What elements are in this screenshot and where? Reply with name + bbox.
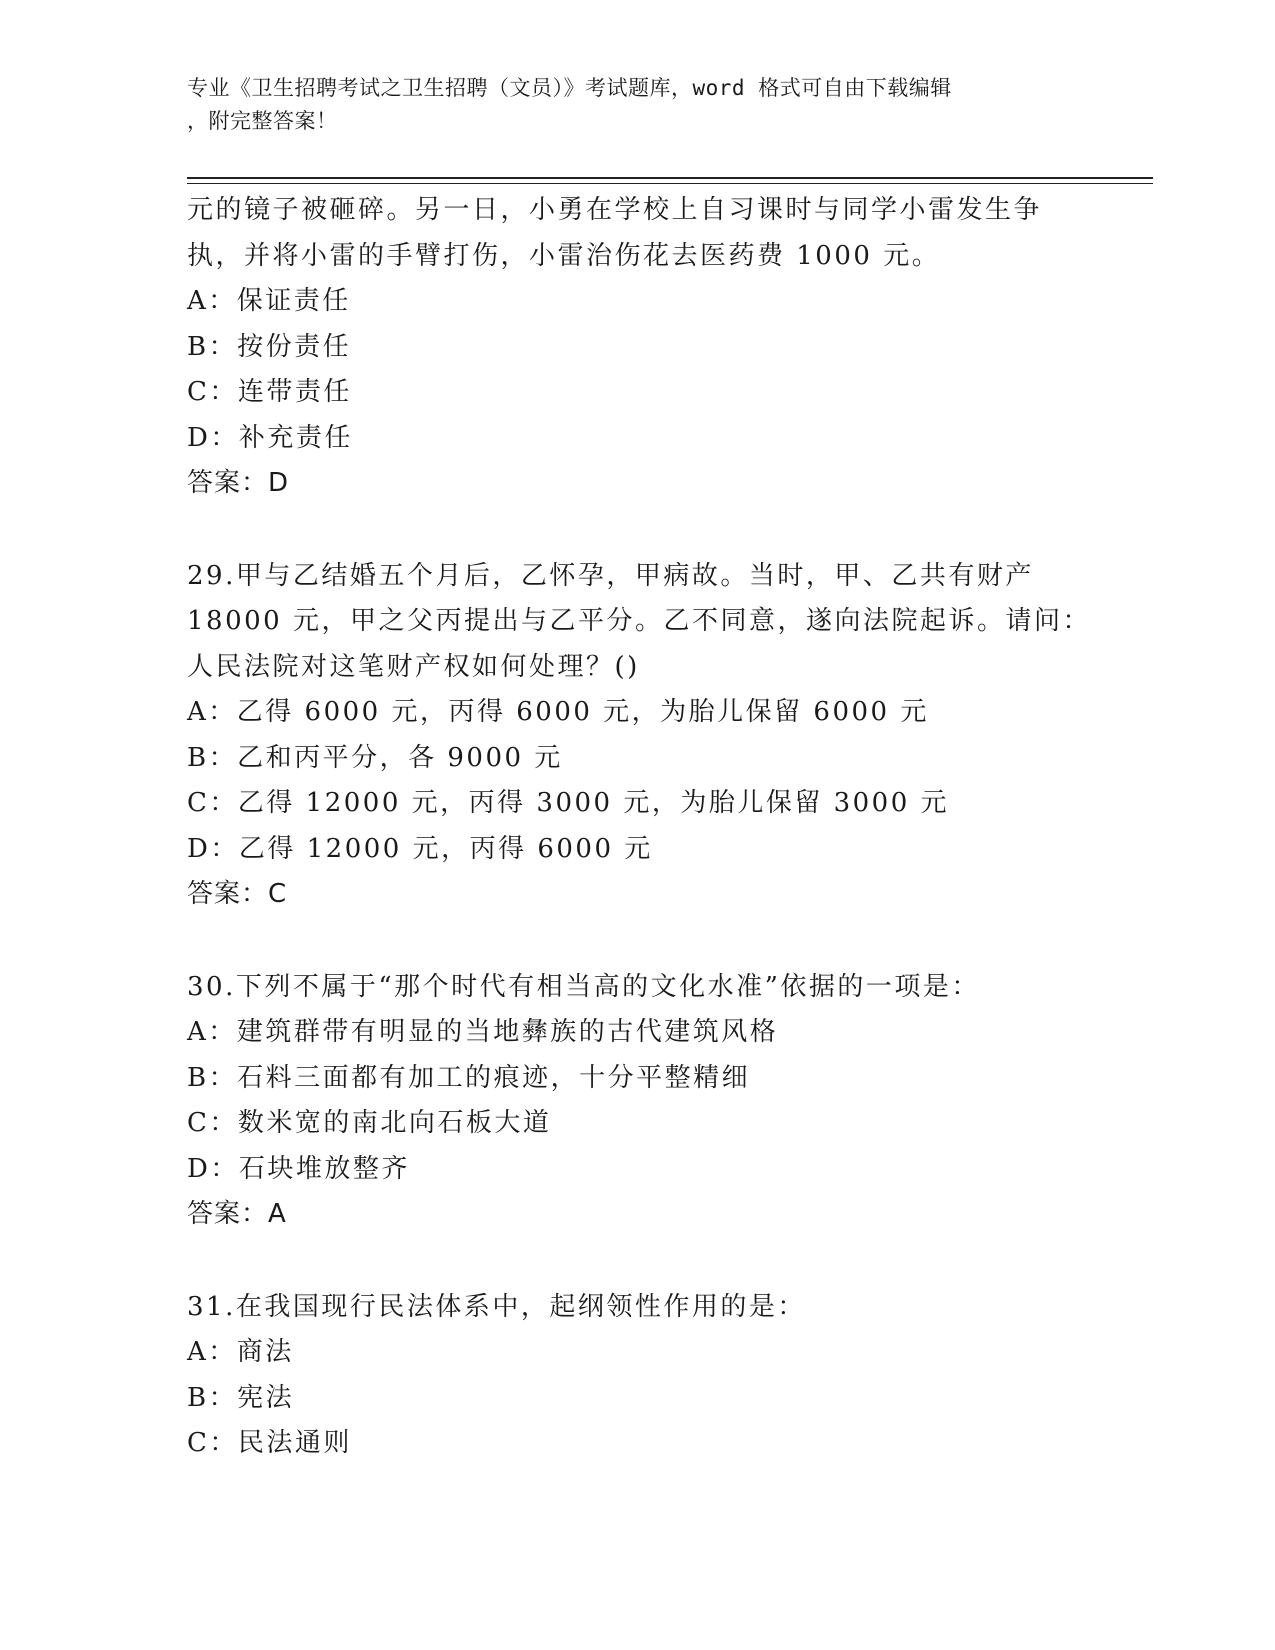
option-a: A：保证责任 (187, 286, 351, 316)
question-30 (187, 965, 1087, 1238)
question-text: 18000 元，甲之父丙提出与乙平分。乙不同意，遂向法院起诉。请问： (187, 606, 1091, 636)
option-d: D：补充责任 (187, 422, 353, 453)
spacer (187, 918, 1087, 965)
page-header (187, 72, 1087, 138)
question-29 (187, 554, 1091, 918)
question-text: 人民法院对这笔财产权如何处理？() (187, 651, 640, 682)
header-line-2: ，附完整答案！ (187, 109, 338, 133)
question-text: 30.下列不属于“那个时代有相当高的文化水准”依据的一项是： (187, 971, 980, 1002)
question-28 (187, 188, 1087, 507)
option-c: C：乙得 12000 元，丙得 3000 元，为胎儿保留 3000 元 (187, 788, 950, 818)
spacer (187, 507, 1087, 554)
answer: 答案：C (187, 879, 288, 909)
option-a: A：商法 (187, 1337, 294, 1367)
question-text: 执，并将小雷的手臂打伤，小雷治伤花去医药费 1000 元。 (187, 240, 941, 271)
header-line-1: 专业《卫生招聘考试之卫生招聘（文员）》考试题库，word 格式可自由下载编辑 (187, 76, 952, 100)
option-b: B：按份责任 (187, 331, 352, 362)
question-text: 元的镜子被砸碎。另一日，小勇在学校上自习课时与同学小雷发生争 (187, 195, 1043, 225)
spacer (187, 1238, 1087, 1285)
answer: 答案：A (187, 1199, 287, 1229)
option-b: B：宪法 (187, 1382, 295, 1413)
header-rule-thin (187, 183, 1153, 184)
header-rule-thick (187, 177, 1153, 179)
question-text: 29.甲与乙结婚五个月后，乙怀孕，甲病故。当时，甲、乙共有财产 (187, 560, 1034, 591)
option-b: B：乙和丙平分，各 9000 元 (187, 742, 563, 773)
question-list (187, 188, 1091, 1467)
option-a: A：建筑群带有明显的当地彝族的古代建筑风格 (187, 1017, 779, 1047)
option-d: D：乙得 12000 元，丙得 6000 元 (187, 833, 653, 864)
option-b: B：石料三面都有加工的痕迹，十分平整精细 (187, 1062, 751, 1093)
question-text: 31.在我国现行民法体系中，起纲领性作用的是： (187, 1291, 806, 1322)
question-31 (187, 1285, 1087, 1467)
option-c: C：连带责任 (187, 377, 352, 407)
option-c: C：数米宽的南北向石板大道 (187, 1108, 552, 1138)
answer: 答案：D (187, 468, 290, 498)
option-d: D：石块堆放整齐 (187, 1153, 410, 1184)
option-a: A：乙得 6000 元，丙得 6000 元，为胎儿保留 6000 元 (187, 697, 929, 727)
option-c: C：民法通则 (187, 1428, 352, 1458)
